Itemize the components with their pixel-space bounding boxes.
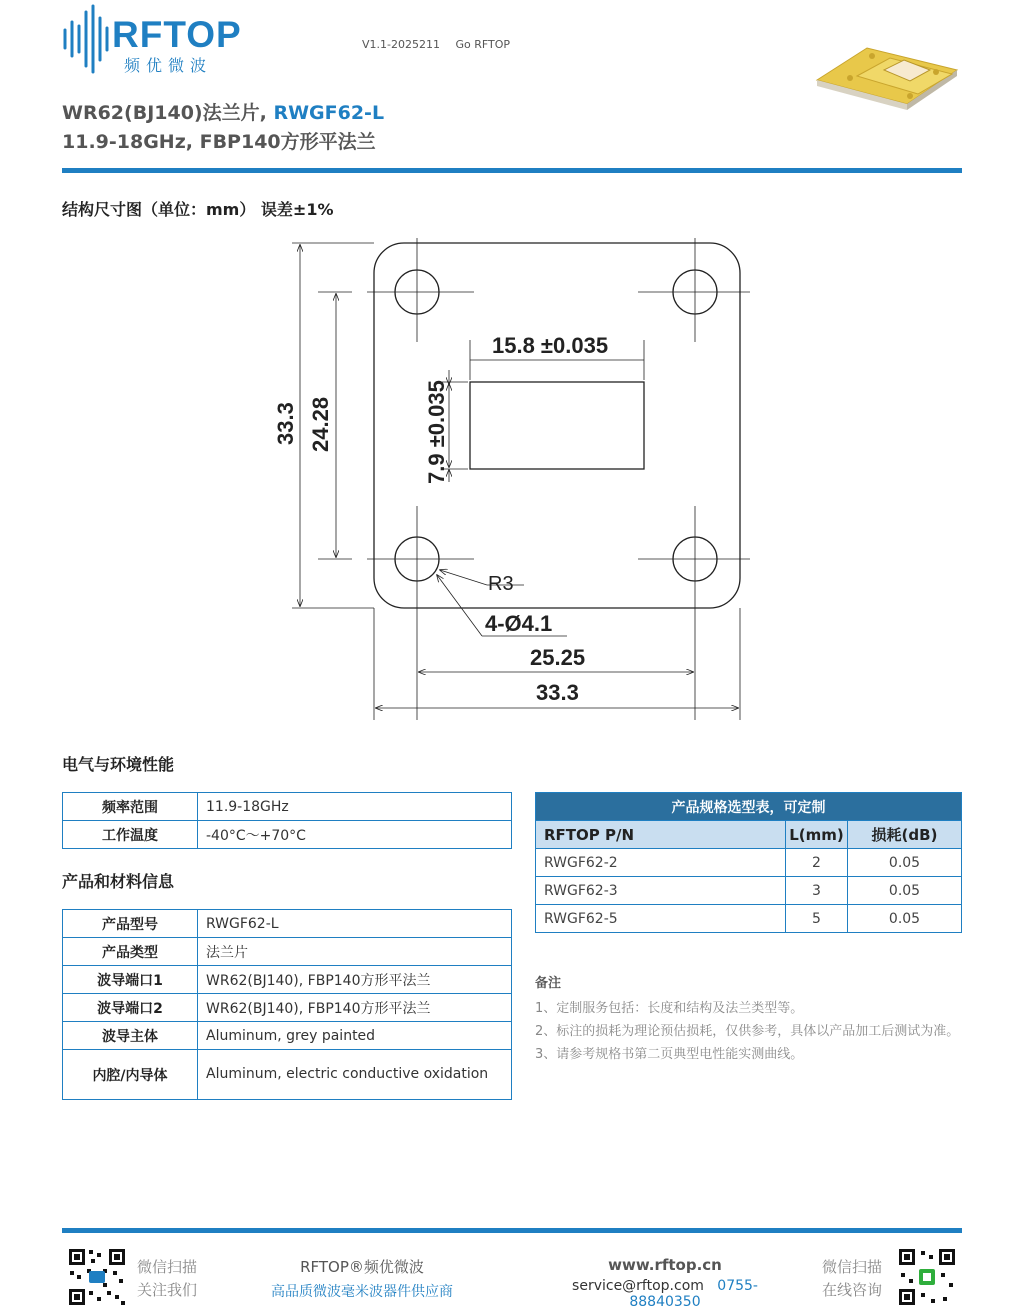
material-table — [62, 909, 512, 1100]
wechat-scan-label: 微信扫描 — [137, 1258, 198, 1276]
dim-hole-spacing-h: 25.25 — [530, 645, 586, 670]
footer-phone: 0755-88840350 — [629, 1278, 758, 1310]
spec-value: Aluminum, electric conductive oxidation — [198, 1050, 512, 1100]
spec-key: 频率范围 — [63, 793, 198, 821]
waveguide-aperture — [470, 382, 644, 469]
header-divider — [62, 168, 962, 173]
spec-key: 波导主体 — [63, 1022, 198, 1050]
cell-length: 2 — [786, 849, 848, 877]
brand-link[interactable]: Go RFTOP — [455, 38, 511, 51]
drawing-section-title: 结构尺寸图（单位：mm） 误差±1% — [62, 200, 334, 219]
cell-length: 3 — [786, 877, 848, 905]
spec-key: 产品型号 — [63, 910, 198, 938]
spec-value: WR62(BJ140), FBP140方形平法兰 — [198, 994, 512, 1022]
cell-loss: 0.05 — [848, 849, 962, 877]
electrical-section-title: 电气与环境性能 — [62, 755, 175, 774]
notes-heading: 备注 — [535, 976, 562, 991]
table-row — [63, 966, 512, 994]
dim-width-total: 33.3 — [536, 680, 579, 705]
qr-code-icon — [67, 1247, 127, 1307]
table-row — [63, 1022, 512, 1050]
table-row — [536, 905, 962, 933]
title-prefix: WR62(BJ140)法兰片, — [62, 102, 274, 124]
dim-hole-spec: 4-Ø4.1 — [485, 611, 553, 636]
cell-pn: RWGF62-2 — [536, 849, 786, 877]
dim-height-total: 33.3 — [273, 402, 298, 445]
dim-aperture-height: 7.9 ±0.035 — [424, 380, 449, 484]
table-row — [63, 938, 512, 966]
material-section-title: 产品和材料信息 — [62, 872, 175, 891]
footer-slogan: 高品质微波毫米波器件供应商 — [271, 1284, 453, 1300]
footer-contact — [540, 1256, 790, 1310]
wechat-scan-label: 微信扫描 — [822, 1258, 883, 1276]
product-photo — [812, 40, 962, 120]
footer-brand-name: RFTOP®频优微波 — [300, 1258, 424, 1276]
brand-logo — [62, 4, 272, 74]
note-item: 3、请参考规格书第二页典型电性能实测曲线。 — [535, 1047, 804, 1062]
signal-bars-icon — [62, 4, 112, 74]
version-info — [362, 38, 522, 51]
spec-key: 内腔/内导体 — [63, 1050, 198, 1100]
table-row — [63, 793, 512, 821]
spec-value: 法兰片 — [198, 938, 512, 966]
footer-divider — [62, 1228, 962, 1233]
follow-us-label: 关注我们 — [137, 1281, 198, 1299]
note-item: 1、定制服务包括：长度和结构及法兰类型等。 — [535, 1001, 804, 1016]
table-row — [536, 849, 962, 877]
logo-subtitle: 频优微波 — [124, 56, 213, 75]
dim-hole-spacing-v: 24.28 — [308, 396, 333, 452]
note-item: 2、标注的损耗为理论预估损耗，仅供参考，具体以产品加工后测试为准。 — [535, 1024, 960, 1039]
cell-length: 5 — [786, 905, 848, 933]
page-subtitle: 11.9-18GHz, FBP140方形平法兰 — [62, 131, 376, 153]
spec-key: 产品类型 — [63, 938, 198, 966]
table-row — [63, 910, 512, 938]
page-title — [62, 98, 384, 125]
dim-corner-radius: R3 — [488, 573, 514, 595]
col-header-pn: RFTOP P/N — [536, 821, 786, 849]
spec-value: RWGF62-L — [198, 910, 512, 938]
spec-value: Aluminum, grey painted — [198, 1022, 512, 1050]
spec-key: 波导端口1 — [63, 966, 198, 994]
dim-aperture-width: 15.8 ±0.035 — [492, 333, 609, 358]
qr-code-icon — [897, 1247, 957, 1307]
footer-wechat-follow — [137, 1256, 197, 1302]
selection-caption: 产品规格选型表，可定制 — [536, 793, 962, 821]
footer-email[interactable]: service@rftop.com — [572, 1278, 704, 1294]
table-row — [63, 1050, 512, 1100]
cell-loss: 0.05 — [848, 877, 962, 905]
cell-pn: RWGF62-3 — [536, 877, 786, 905]
col-header-length: L(mm) — [786, 821, 848, 849]
selection-table — [535, 792, 962, 933]
spec-value: 11.9-18GHz — [198, 793, 512, 821]
table-row — [536, 877, 962, 905]
col-header-loss: 损耗(dB) — [848, 821, 962, 849]
footer-wechat-consult — [822, 1256, 882, 1302]
electrical-table — [62, 792, 512, 849]
spec-key: 工作温度 — [63, 821, 198, 849]
logo-wordmark: RFTOP — [112, 14, 242, 55]
title-part-number: RWGF62-L — [273, 102, 385, 124]
spec-value: -40°C～+70°C — [198, 821, 512, 849]
notes-block — [535, 972, 962, 1066]
footer-brand — [262, 1256, 462, 1301]
version-number: V1.1-2025211 — [362, 38, 440, 51]
cell-pn: RWGF62-5 — [536, 905, 786, 933]
table-row — [63, 821, 512, 849]
table-row — [63, 994, 512, 1022]
consult-label: 在线咨询 — [822, 1281, 883, 1299]
footer-website[interactable]: www.rftop.cn — [608, 1256, 722, 1274]
spec-value: WR62(BJ140), FBP140方形平法兰 — [198, 966, 512, 994]
spec-key: 波导端口2 — [63, 994, 198, 1022]
cell-loss: 0.05 — [848, 905, 962, 933]
dimension-drawing — [262, 230, 762, 730]
